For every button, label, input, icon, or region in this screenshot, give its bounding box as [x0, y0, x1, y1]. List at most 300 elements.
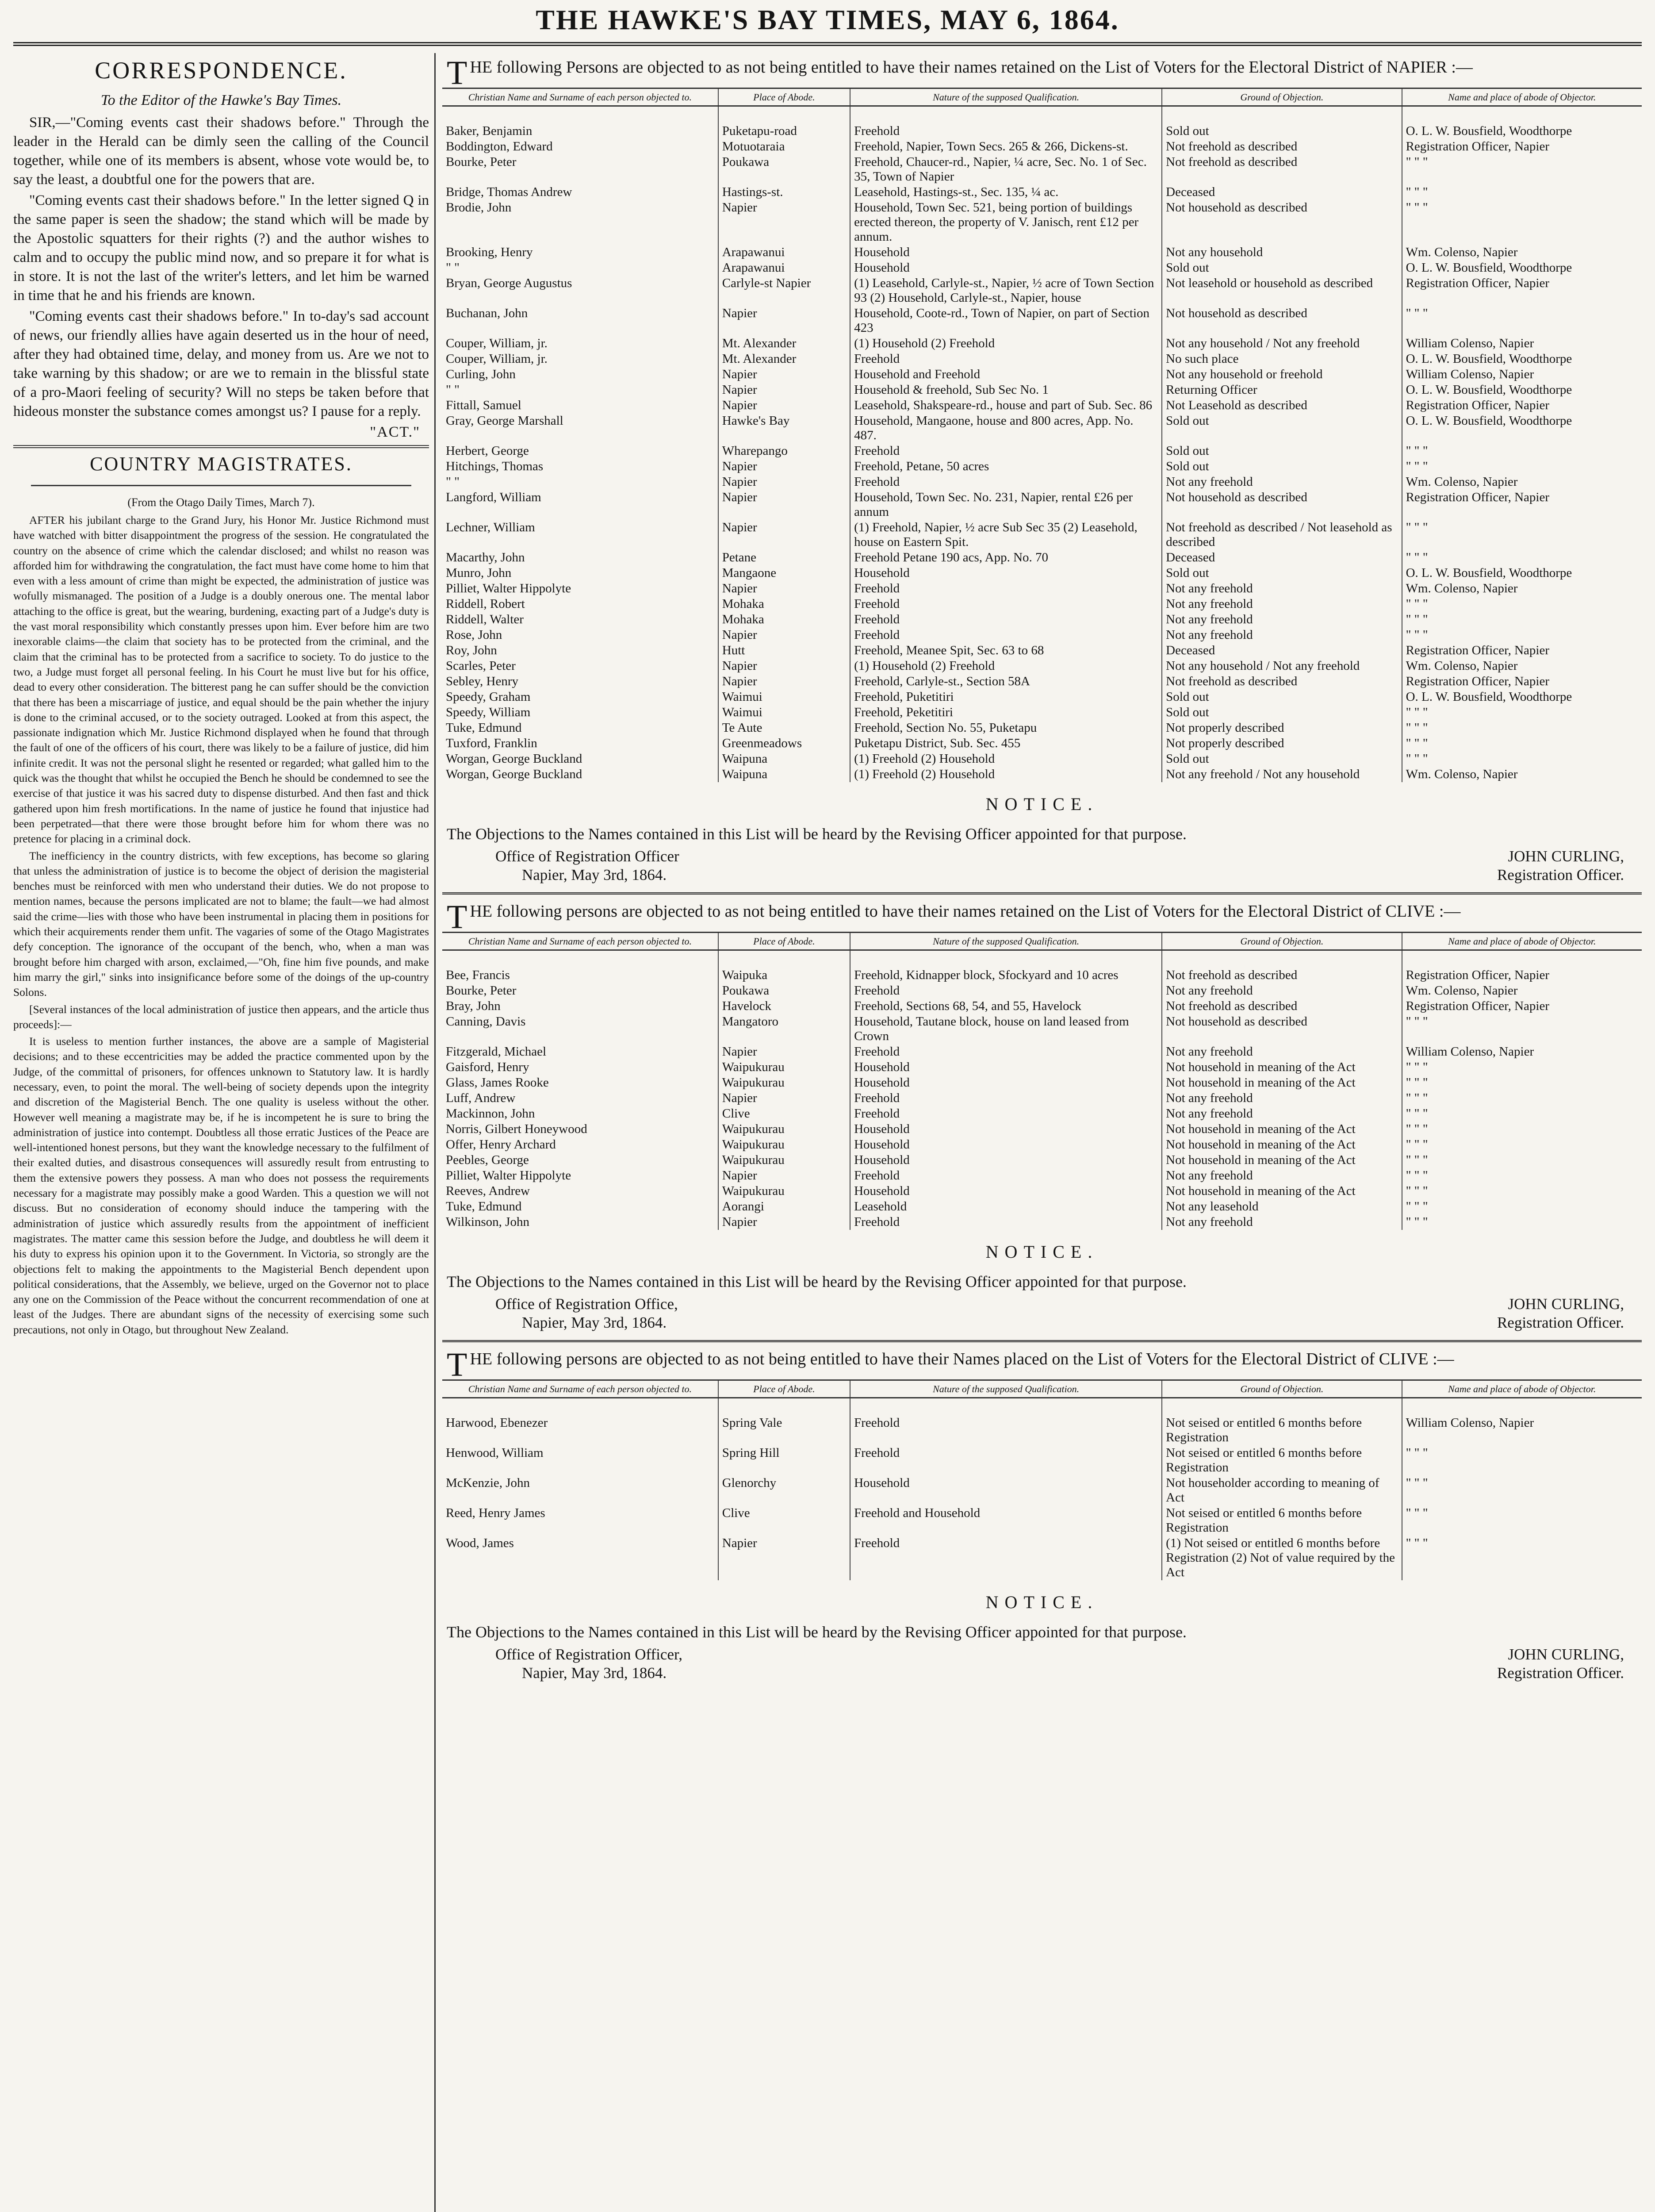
- notice-text: The Objections to the Names contained in this List will be heard by the Revising Officer appointed for that purpose.: [447, 1273, 1187, 1290]
- cell-objector: " " ": [1402, 1505, 1642, 1536]
- letter-signoff: "ACT.": [370, 424, 420, 440]
- cell-objector: Wm. Colenso, Napier: [1402, 474, 1642, 490]
- table-row: [442, 705, 1642, 720]
- cell-name: Henwood, William: [446, 1446, 544, 1460]
- table-row: [442, 1536, 1642, 1580]
- cell-objection: Not household as described: [1162, 1014, 1402, 1044]
- table-row: [442, 154, 1642, 184]
- spacer-cell: [1402, 1398, 1642, 1416]
- cell-qualification: Freehold: [850, 1168, 1162, 1183]
- cell-objector: O. L. W. Bousfield, Woodthorpe: [1402, 123, 1642, 139]
- cell-abode: Napier: [718, 382, 850, 398]
- table-row: [442, 581, 1642, 596]
- cell-name: Boddington, Edward: [446, 139, 553, 154]
- cell-objector: Registration Officer, Napier: [1402, 139, 1642, 154]
- cell-objection: Not freehold as described / Not leasehold as described: [1162, 520, 1402, 550]
- cell-abode: Napier: [718, 1214, 850, 1230]
- cell-name: Speedy, Graham: [446, 690, 531, 704]
- cell-name: Riddell, Robert: [446, 597, 525, 611]
- cell-name: " ": [446, 383, 460, 397]
- cell-name: Couper, William, jr.: [446, 336, 548, 350]
- table-row: [442, 998, 1642, 1014]
- cell-abode: Napier: [718, 367, 850, 382]
- table-row: [442, 612, 1642, 627]
- cell-abode: Mangaone: [718, 565, 850, 581]
- left-column: [13, 53, 429, 2212]
- cell-objector: " " ": [1402, 736, 1642, 751]
- cell-objection: Not leasehold or household as described: [1162, 276, 1402, 306]
- cell-name: Worgan, George Buckland: [446, 767, 582, 781]
- cell-name: Worgan, George Buckland: [446, 752, 582, 766]
- right-column: [442, 53, 1642, 2212]
- cell-name: McKenzie, John: [446, 1476, 530, 1490]
- cell-qualification: Household: [850, 260, 1162, 276]
- notice-title: NOTICE.: [985, 1592, 1099, 1612]
- column-header-name: Christian Name and Surname of each person objected to.: [442, 88, 718, 106]
- table-row: [442, 1445, 1642, 1475]
- cell-abode: Napier: [718, 1168, 850, 1183]
- cell-objector: Registration Officer, Napier: [1402, 674, 1642, 689]
- cell-objection: Not household as described: [1162, 200, 1402, 245]
- cell-qualification: Household: [850, 1075, 1162, 1091]
- cell-abode: Napier: [718, 490, 850, 520]
- cell-objector: William Colenso, Napier: [1402, 1044, 1642, 1060]
- signer-name: JOHN CURLING,: [1508, 1295, 1624, 1313]
- cell-objection: Sold out: [1162, 689, 1402, 705]
- cell-qualification: Freehold: [850, 1106, 1162, 1121]
- cell-name: Fitzgerald, Michael: [446, 1045, 547, 1059]
- cell-objection: Sold out: [1162, 260, 1402, 276]
- cell-abode: Waimui: [718, 705, 850, 720]
- cell-abode: Waipuna: [718, 767, 850, 782]
- cell-qualification: Freehold: [850, 351, 1162, 367]
- office-line: Office of Registration Officer,: [495, 1646, 682, 1663]
- table-row: [442, 565, 1642, 581]
- objection-list-section: [442, 1348, 1642, 1682]
- cell-qualification: Household, Mangaone, house and 800 acres, App. No. 487.: [850, 413, 1162, 443]
- letter-paragraph: "Coming events cast their shadows before." In to-day's sad account of news, our friendly allies have again deserted us in the hour of need, after they had obtained time, delay, and money from us. Are we not to take warning by this shadow; or are we to remain in the blissful state of a pro-Maori feeling of security? Will no steps be taken before that hideous monster the substance comes amongst us? I pause for a reply.: [13, 308, 429, 419]
- section-rule: [442, 1340, 1642, 1342]
- table-row: [442, 1152, 1642, 1168]
- column-header-qualification: Nature of the supposed Qualification.: [850, 1380, 1162, 1398]
- cell-name: Canning, Davis: [446, 1014, 526, 1029]
- cell-objector: " " ": [1402, 1445, 1642, 1475]
- cell-qualification: Household: [850, 1060, 1162, 1075]
- cell-abode: Napier: [718, 459, 850, 474]
- cell-qualification: Household and Freehold: [850, 367, 1162, 382]
- cell-objection: Deceased: [1162, 550, 1402, 565]
- cell-name: Munro, John: [446, 566, 512, 580]
- drop-capital: T: [447, 899, 467, 936]
- cell-objection: Not freehold as described: [1162, 154, 1402, 184]
- article-paragraph: The inefficiency in the country districts, with few exceptions, has become so glaring that unless the administration of justice is to become the object of derision the magisterial benches must be reinforced with men who understand their duties. We do not propose to mention names, because the persons implicated are not to blame; the fault—we had almost said the crime—lies with those who have been instrumental in placing them in positions for which their acquirements render them unfit. The vagaries of some of the Otago Magistrates defy conception. The ignorance of the occupant of the bench, who, when a man was brought before him charged with arson, exclaimed,—"Oh, fine him five pounds, and make him marry the girl," sinks into insignificance before some of the doings of the up-country Solons.: [13, 849, 429, 999]
- cell-abode: Petane: [718, 550, 850, 565]
- cell-objector: Registration Officer, Napier: [1402, 276, 1642, 306]
- cell-name: Luff, Andrew: [446, 1091, 516, 1105]
- table-row: [442, 413, 1642, 443]
- cell-objector: " " ": [1402, 1091, 1642, 1106]
- cell-objector: Wm. Colenso, Napier: [1402, 581, 1642, 596]
- table-row: [442, 1137, 1642, 1152]
- cell-abode: Napier: [718, 658, 850, 674]
- drop-capital: T: [447, 1346, 467, 1383]
- cell-qualification: Freehold: [850, 627, 1162, 643]
- cell-name: Gaisford, Henry: [446, 1060, 529, 1074]
- cell-objection: Not Leasehold as described: [1162, 398, 1402, 413]
- cell-name: Glass, James Rooke: [446, 1075, 549, 1090]
- cell-abode: Poukawa: [718, 154, 850, 184]
- column-header-objector: Name and place of abode of Objector.: [1402, 88, 1642, 106]
- cell-objector: Wm. Colenso, Napier: [1402, 767, 1642, 782]
- cell-objection: Deceased: [1162, 184, 1402, 200]
- column-header-name: Christian Name and Surname of each person objected to.: [442, 933, 718, 950]
- cell-qualification: Freehold Petane 190 acs, App. No. 70: [850, 550, 1162, 565]
- cell-abode: Waipukurau: [718, 1075, 850, 1091]
- cell-abode: Clive: [718, 1505, 850, 1536]
- cell-objection: Not household in meaning of the Act: [1162, 1137, 1402, 1152]
- table-row: [442, 443, 1642, 459]
- table-row: [442, 367, 1642, 382]
- notice-date: Napier, May 3rd, 1864.: [522, 866, 667, 883]
- spacer-cell: [1162, 1398, 1402, 1416]
- table-row: [442, 1106, 1642, 1121]
- cell-qualification: (1) Freehold (2) Household: [850, 767, 1162, 782]
- cell-qualification: Household: [850, 1152, 1162, 1168]
- cell-qualification: Freehold: [850, 1536, 1162, 1580]
- cell-name: Lechner, William: [446, 520, 535, 534]
- cell-name: Bryan, George Augustus: [446, 276, 572, 290]
- notice-signature: [495, 1295, 1624, 1332]
- spacer-cell: [850, 1398, 1162, 1416]
- column-header-abode: Place of Abode.: [718, 88, 850, 106]
- cell-abode: Waipuka: [718, 968, 850, 983]
- cell-abode: Puketapu-road: [718, 123, 850, 139]
- cell-objection: Not any freehold: [1162, 612, 1402, 627]
- cell-objection: Not freehold as described: [1162, 968, 1402, 983]
- cell-objector: " " ": [1402, 550, 1642, 565]
- cell-qualification: Freehold, Kidnapper block, Sfockyard and 10 acres: [850, 968, 1162, 983]
- table-row: [442, 689, 1642, 705]
- cell-abode: Glenorchy: [718, 1475, 850, 1505]
- cell-qualification: Leasehold, Shakspeare-rd., house and part of Sub. Sec. 86: [850, 398, 1162, 413]
- cell-qualification: Leasehold: [850, 1199, 1162, 1214]
- cell-objector: " " ": [1402, 1121, 1642, 1137]
- column-header-name: Christian Name and Surname of each person objected to.: [442, 1380, 718, 1398]
- table-row: [442, 336, 1642, 351]
- intro-text: HE following persons are objected to as not being entitled to have their Names placed on the List of Voters for the Electoral District of CLIVE :—: [470, 1350, 1454, 1368]
- objection-list-section: [442, 54, 1642, 895]
- cell-qualification: Household, Town Sec. 521, being portion of buildings erected thereon, the property of V. Janisch, rent £12 per annum.: [850, 200, 1162, 245]
- spacer-cell: [718, 106, 850, 124]
- cell-qualification: Freehold: [850, 983, 1162, 998]
- cell-abode: Napier: [718, 674, 850, 689]
- cell-abode: Waipukurau: [718, 1137, 850, 1152]
- cell-abode: Arapawanui: [718, 260, 850, 276]
- notice-signature: [495, 847, 1624, 884]
- table-row: [442, 1183, 1642, 1199]
- cell-abode: Aorangi: [718, 1199, 850, 1214]
- cell-qualification: Freehold: [850, 1214, 1162, 1230]
- table-row: [442, 658, 1642, 674]
- cell-name: Tuxford, Franklin: [446, 736, 537, 750]
- table-row: [442, 968, 1642, 983]
- cell-name: Roy, John: [446, 643, 497, 657]
- cell-qualification: Household: [850, 245, 1162, 260]
- cell-objection: Not seised or entitled 6 months before Registration: [1162, 1445, 1402, 1475]
- cell-qualification: Freehold, Puketitiri: [850, 689, 1162, 705]
- office-line: Office of Registration Officer: [495, 848, 679, 865]
- intro-text: HE following persons are objected to as not being entitled to have their names retained on the List of Voters for the Electoral District of CLIVE :—: [470, 902, 1461, 921]
- cell-qualification: (1) Household (2) Freehold: [850, 658, 1162, 674]
- spacer-cell: [1162, 950, 1402, 968]
- cell-objection: Returning Officer: [1162, 382, 1402, 398]
- cell-objector: " " ": [1402, 306, 1642, 336]
- cell-objection: Sold out: [1162, 459, 1402, 474]
- cell-name: Couper, William, jr.: [446, 352, 548, 366]
- section-divider: [13, 445, 429, 448]
- cell-name: Curling, John: [446, 367, 516, 381]
- cell-objection: Sold out: [1162, 123, 1402, 139]
- masthead-rule: [13, 42, 1642, 46]
- table-row: [442, 1121, 1642, 1137]
- cell-objector: " " ": [1402, 1060, 1642, 1075]
- signer-title: Registration Officer.: [1497, 1664, 1624, 1682]
- cell-abode: Te Aute: [718, 720, 850, 736]
- cell-qualification: Freehold: [850, 1415, 1162, 1445]
- cell-qualification: Household, Town Sec. No. 231, Napier, rental £26 per annum: [850, 490, 1162, 520]
- table-row: [442, 184, 1642, 200]
- cell-name: Brodie, John: [446, 200, 512, 215]
- cell-name: Riddell, Walter: [446, 612, 524, 626]
- cell-qualification: Freehold, Peketitiri: [850, 705, 1162, 720]
- cell-objector: " " ": [1402, 459, 1642, 474]
- cell-name: Bourke, Peter: [446, 155, 517, 169]
- table-row: [442, 200, 1642, 245]
- cell-qualification: Household: [850, 1475, 1162, 1505]
- table-row: [442, 751, 1642, 767]
- cell-objection: Not seised or entitled 6 months before Registration: [1162, 1415, 1402, 1445]
- cell-objection: No such place: [1162, 351, 1402, 367]
- cell-abode: Spring Hill: [718, 1445, 850, 1475]
- cell-objection: Not any freehold: [1162, 1044, 1402, 1060]
- cell-name: Peebles, George: [446, 1153, 529, 1167]
- table-row: [442, 1044, 1642, 1060]
- cell-objection: Not householder according to meaning of Act: [1162, 1475, 1402, 1505]
- cell-qualification: Freehold and Household: [850, 1505, 1162, 1536]
- notice-date: Napier, May 3rd, 1864.: [522, 1664, 667, 1682]
- table-row: [442, 627, 1642, 643]
- notice-title: NOTICE.: [985, 1242, 1099, 1262]
- cell-abode: Clive: [718, 1106, 850, 1121]
- voter-objection-table: [442, 88, 1642, 782]
- cell-name: Wilkinson, John: [446, 1215, 529, 1229]
- column-header-objection: Ground of Objection.: [1162, 88, 1402, 106]
- cell-objection: Not any freehold: [1162, 596, 1402, 612]
- column-rule: [434, 53, 436, 2212]
- cell-abode: Mangatoro: [718, 1014, 850, 1044]
- table-row: [442, 245, 1642, 260]
- cell-name: Herbert, George: [446, 444, 529, 458]
- cell-qualification: Freehold: [850, 474, 1162, 490]
- cell-name: Bourke, Peter: [446, 983, 517, 998]
- cell-abode: Arapawanui: [718, 245, 850, 260]
- cell-name: Pilliet, Walter Hippolyte: [446, 581, 571, 595]
- table-row: [442, 139, 1642, 154]
- cell-objector: William Colenso, Napier: [1402, 367, 1642, 382]
- cell-objector: O. L. W. Bousfield, Woodthorpe: [1402, 689, 1642, 705]
- cell-name: Tuke, Edmund: [446, 1199, 522, 1214]
- cell-abode: Waipukurau: [718, 1121, 850, 1137]
- cell-objector: " " ": [1402, 705, 1642, 720]
- cell-abode: Waipukurau: [718, 1060, 850, 1075]
- notice-text: The Objections to the Names contained in this List will be heard by the Revising Officer appointed for that purpose.: [447, 825, 1187, 843]
- cell-qualification: (1) Household (2) Freehold: [850, 336, 1162, 351]
- cell-objector: Registration Officer, Napier: [1402, 643, 1642, 658]
- cell-name: Reeves, Andrew: [446, 1184, 530, 1198]
- cell-objector: O. L. W. Bousfield, Woodthorpe: [1402, 351, 1642, 367]
- table-row: [442, 1060, 1642, 1075]
- cell-objector: " " ": [1402, 520, 1642, 550]
- signer-name: JOHN CURLING,: [1508, 848, 1624, 865]
- cell-abode: Spring Vale: [718, 1415, 850, 1445]
- cell-name: Norris, Gilbert Honeywood: [446, 1122, 587, 1136]
- table-row: [442, 382, 1642, 398]
- article-paragraph: It is useless to mention further instances, the above are a sample of Magisterial decisions; and to these eccentricities may be added the practice commented upon by the Judge, of the committal of prisoners, for offences unknown to Statutory law. It is hardly necessary, even, to point the moral. The well-being of society depends upon the integrity and discretion of the Magisterial Bench. The one quality is useless without the other. However well meaning a magistrate may be, if he is incompetent he is sure to bring the administration of justice into contempt. Doubtless all those erratic Justices of the Peace are well-intentioned honest persons, but they want the knowledge necessary to the fulfilment of their exalted duties, and disastrous consequences will assuredly result from entrusting to them the extensive powers they possess. A man who does not possess the requirements necessary for a magistrate may possibly make a good Warden. This a question we will not discuss. But no consideration of economy should induce the tampering with the administration of justice which assuredly results from the appointment of inefficient magistrates. The matter came this session before the Judge, and doubtless he will deem it his duty to express his opinion upon it to the Government. In Victoria, so strongly are the objections felt to making the appointments to the Magisterial Bench dependent upon political considerations, that the Assembly, we believe, urged on the Governor not to place any one on the Commission of the Peace without the concurrent recommendation of one at least of the Judges. There are abundant signs of the necessity of exercising some such precautions, not only in Otago, but throughout New Zealand.: [13, 1035, 429, 1336]
- cell-qualification: Freehold: [850, 123, 1162, 139]
- cell-qualification: Freehold, Petane, 50 acres: [850, 459, 1162, 474]
- cell-objector: " " ": [1402, 1475, 1642, 1505]
- cell-name: Baker, Benjamin: [446, 124, 533, 138]
- magistrates-heading: COUNTRY MAGISTRATES.: [90, 453, 352, 475]
- cell-name: Pilliet, Walter Hippolyte: [446, 1168, 571, 1183]
- cell-qualification: Freehold: [850, 612, 1162, 627]
- column-header-qualification: Nature of the supposed Qualification.: [850, 933, 1162, 950]
- cell-name: " ": [446, 261, 460, 275]
- cell-objection: Not any freehold: [1162, 1091, 1402, 1106]
- heading-rule: [31, 485, 411, 486]
- cell-objection: Not household in meaning of the Act: [1162, 1060, 1402, 1075]
- cell-objector: " " ": [1402, 1014, 1642, 1044]
- cell-abode: Hawke's Bay: [718, 413, 850, 443]
- cell-name: Brooking, Henry: [446, 245, 533, 259]
- cell-qualification: Household: [850, 565, 1162, 581]
- table-row: [442, 1214, 1642, 1230]
- cell-name: Reed, Henry James: [446, 1506, 545, 1520]
- notice-title: NOTICE.: [985, 794, 1099, 814]
- table-row: [442, 459, 1642, 474]
- spacer-cell: [442, 1398, 718, 1416]
- cell-qualification: Freehold: [850, 1044, 1162, 1060]
- table-row: [442, 1475, 1642, 1505]
- table-row: [442, 1014, 1642, 1044]
- cell-objector: " " ": [1402, 443, 1642, 459]
- cell-objector: " " ": [1402, 612, 1642, 627]
- table-row: [442, 720, 1642, 736]
- cell-objector: Registration Officer, Napier: [1402, 398, 1642, 413]
- spacer-cell: [1402, 106, 1642, 124]
- cell-objection: Not freehold as described: [1162, 998, 1402, 1014]
- table-row: [442, 736, 1642, 751]
- cell-abode: Poukawa: [718, 983, 850, 998]
- cell-objector: " " ": [1402, 1137, 1642, 1152]
- cell-name: Bridge, Thomas Andrew: [446, 185, 572, 199]
- table-row: [442, 490, 1642, 520]
- table-row: [442, 674, 1642, 689]
- voter-objection-table: [442, 932, 1642, 1230]
- signer-name: JOHN CURLING,: [1508, 1646, 1624, 1663]
- cell-name: Offer, Henry Archard: [446, 1137, 556, 1152]
- cell-name: Macarthy, John: [446, 550, 525, 565]
- list-intro: [447, 1346, 1637, 1383]
- cell-objection: Not seised or entitled 6 months before Registration: [1162, 1505, 1402, 1536]
- cell-abode: Waipukurau: [718, 1183, 850, 1199]
- cell-qualification: Freehold: [850, 596, 1162, 612]
- cell-objection: Not any household / Not any freehold: [1162, 336, 1402, 351]
- cell-objection: Not properly described: [1162, 720, 1402, 736]
- cell-name: Mackinnon, John: [446, 1106, 535, 1121]
- cell-name: Speedy, William: [446, 705, 531, 719]
- signer-title: Registration Officer.: [1497, 1314, 1624, 1331]
- spacer-cell: [850, 106, 1162, 124]
- table-row: [442, 351, 1642, 367]
- letter-paragraph: "Coming events cast their shadows before." In the letter signed Q in the same paper is seen the shadow; the stand which will be made by the Apostolic squatters for their rights (?) and the author wishes to calm and to occupy the public mind now, and so prepare it for what is in store. It is not the last of the writer's letters, and let him be warned in time that he and his friends are known.: [13, 192, 429, 303]
- cell-abode: Waimui: [718, 689, 850, 705]
- cell-name: Harwood, Ebenezer: [446, 1416, 548, 1430]
- cell-name: Wood, James: [446, 1536, 514, 1550]
- table-row: [442, 306, 1642, 336]
- cell-abode: Motuotaraia: [718, 139, 850, 154]
- cell-objection: Not any freehold: [1162, 627, 1402, 643]
- cell-abode: Napier: [718, 1536, 850, 1580]
- cell-qualification: Freehold: [850, 581, 1162, 596]
- table-row: [442, 550, 1642, 565]
- cell-objection: (1) Not seised or entitled 6 months before Registration (2) Not of value required by the Act: [1162, 1536, 1402, 1580]
- table-row: [442, 596, 1642, 612]
- column-header-objector: Name and place of abode of Objector.: [1402, 1380, 1642, 1398]
- cell-qualification: Freehold, Meanee Spit, Sec. 63 to 68: [850, 643, 1162, 658]
- column-header-abode: Place of Abode.: [718, 933, 850, 950]
- cell-objector: Wm. Colenso, Napier: [1402, 245, 1642, 260]
- cell-qualification: Household: [850, 1137, 1162, 1152]
- cell-objection: Sold out: [1162, 565, 1402, 581]
- cell-abode: Havelock: [718, 998, 850, 1014]
- cell-objector: " " ": [1402, 1168, 1642, 1183]
- cell-abode: Mohaka: [718, 612, 850, 627]
- cell-abode: Mt. Alexander: [718, 336, 850, 351]
- notice-date: Napier, May 3rd, 1864.: [522, 1314, 667, 1331]
- cell-abode: Wharepango: [718, 443, 850, 459]
- cell-name: Tuke, Edmund: [446, 721, 522, 735]
- cell-abode: Napier: [718, 200, 850, 245]
- spacer-cell: [718, 950, 850, 968]
- cell-qualification: Household: [850, 1121, 1162, 1137]
- cell-qualification: Freehold: [850, 443, 1162, 459]
- cell-abode: Napier: [718, 306, 850, 336]
- article-paragraph: [Several instances of the local administration of justice then appears, and the article thus proceeds]:—: [13, 1002, 429, 1031]
- cell-abode: Hastings-st.: [718, 184, 850, 200]
- cell-abode: Napier: [718, 1091, 850, 1106]
- cell-name: Bee, Francis: [446, 968, 510, 982]
- spacer-cell: [442, 950, 718, 968]
- cell-abode: Mt. Alexander: [718, 351, 850, 367]
- table-row: [442, 260, 1642, 276]
- cell-objector: William Colenso, Napier: [1402, 336, 1642, 351]
- cell-objector: " " ": [1402, 1199, 1642, 1214]
- cell-qualification: Puketapu District, Sub. Sec. 455: [850, 736, 1162, 751]
- cell-qualification: Freehold, Section No. 55, Puketapu: [850, 720, 1162, 736]
- cell-objector: " " ": [1402, 1075, 1642, 1091]
- cell-objection: Not any leasehold: [1162, 1199, 1402, 1214]
